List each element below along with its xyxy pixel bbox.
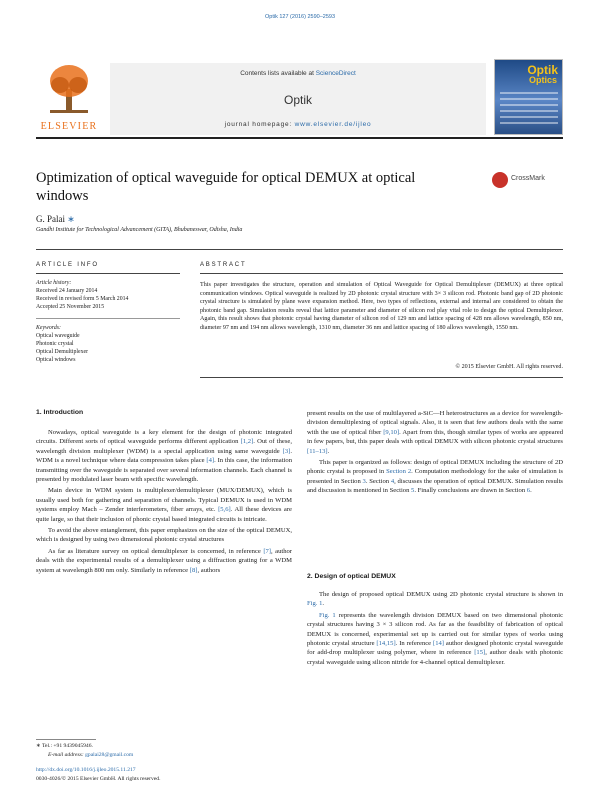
accepted-date: Accepted 25 November 2015 [36, 304, 105, 310]
abstract-divider [200, 273, 563, 274]
contents-line [110, 70, 486, 77]
text-run: , authors [197, 566, 221, 574]
introduction-heading: 1. Introduction [36, 409, 84, 416]
abstract-bottom-divider [200, 377, 563, 378]
journal-cover-image [494, 59, 563, 135]
crossmark-label: CrossMark [511, 175, 545, 182]
text-run: . In reference [395, 640, 434, 648]
section-link[interactable]: 3 [362, 477, 366, 485]
text-run: , discusses the operation of optical DEMUX. Simulation results and discussion is mentioned in Section [307, 477, 563, 495]
text-run: . [327, 447, 330, 455]
abstract-heading: ABSTRACT [200, 262, 247, 268]
journal-reference[interactable]: Optik 127 (2016) 2590–2593 [264, 14, 336, 20]
citation-link[interactable]: [3] [282, 447, 291, 455]
citation-link[interactable]: [11–13] [307, 447, 328, 455]
section-link[interactable]: 5 [411, 487, 415, 495]
info-divider [36, 273, 180, 274]
citation-link[interactable]: [14,15] [376, 640, 396, 648]
keywords-block [36, 324, 176, 364]
text-run: present results on the use of multilayered a-SiC—H heterostructures as a device for wavelength-division demultiplexing of optical signals. Also, it is seen that few authors deals with the same with the use of optical fiber [307, 410, 563, 436]
cover-title: Optik [527, 63, 558, 77]
design-heading: 2. Design of optical DEMUX [307, 573, 396, 580]
intro-paragraph-4 [36, 547, 292, 575]
text-run: The design of proposed optical DEMUX using 2D photonic crystal structure is shown in [319, 591, 563, 598]
abstract-copyright: © 2015 Elsevier GmbH. All rights reserved. [455, 364, 563, 370]
elsevier-logo [36, 63, 102, 131]
figure-link[interactable]: Fig. 1 [307, 600, 323, 608]
citation-link[interactable]: [8] [189, 566, 198, 574]
right-column-section-2 [307, 590, 563, 669]
elsevier-tree-icon [46, 63, 92, 115]
keyword-item: Optical windows [36, 357, 76, 363]
left-column [36, 428, 292, 577]
citation-link[interactable]: [9,10] [383, 428, 400, 436]
text-run: , author deals with photonic crystal waveguide using silicon nitride for 4-channel optical demultiplexer. [307, 649, 563, 666]
citation-link[interactable]: [7] [263, 547, 272, 555]
figure-link[interactable]: Fig. 1 [319, 611, 336, 619]
homepage-prefix: journal homepage: [224, 121, 295, 128]
text-run: . WDM is a novel technique where data compression takes place [36, 447, 292, 465]
abstract-text: This paper investigates the structure, operation and simulation of Optical Waveguide for Optical Demultiplexer (DEMUX) at three optical communication windows. Optical waveguide is realized by 2D photonic crystal structure with 3× 3 silicon rod. Photonic band gap of 2D photonic crystal structure is simulated by plane wave expansion method. Here, two types of reflections, external and internal are considered to obtain the photonic band gap. Simulation results reveal that lattice parameter and diameter of silicon rod play vital role to design the optical Demultiplexer. Again, this result shows that photonic crystal having diameter of silicon rod of 129 nm and lattice spacing of 428 nm allows wavelength, 850 nm, diameter 97 nm and 194 nm allows wavelength, 1310 nm, diameter 36 nm and lattice spacing of 180 allows wavelength, 1550 nm. [200, 282, 563, 331]
text-run: . Section [365, 477, 391, 485]
email-label: E-mail address: [48, 752, 86, 758]
keyword-item: Photonic crystal [36, 341, 74, 347]
text-run: , author deals with the experimental results of a demultiplexer using a diffraction grating for a WDM system at wavelength 800 nm only. Similarly in reference [36, 547, 292, 574]
history-label: Article history: [36, 280, 72, 286]
section-link[interactable]: Section 2 [386, 468, 412, 476]
text-run: Main device in WDM system is multiplexer/demultiplexer (MUX/DEMUX), which is usually used both for gathering and separation of channels. Typical DEMUX is used in WDM systems employ Mach – Zender interferometers, fiber arrays, etc. [36, 487, 292, 514]
footnote-email [48, 751, 133, 759]
keywords-label: Keywords: [36, 325, 61, 331]
citation-link[interactable]: [1,2] [240, 438, 254, 446]
cover-subtitle: Optics [528, 75, 557, 85]
text-run: As far as literature survey on optical demultiplexer is concerned, in reference [48, 547, 264, 555]
doi-text[interactable]: http://dx.doi.org/10.1016/j.ijleo.2015.11.217 [36, 767, 136, 773]
right-column [307, 409, 563, 498]
right-paragraph-1 [307, 409, 563, 456]
footnote-tel: ∗ Tel.: +91 9439045946. [36, 743, 93, 749]
email-link[interactable]: gpalai28@gmail.com [85, 752, 134, 758]
keyword-item: Optical Demultiplexer [36, 349, 88, 355]
text-run: represents the wavelength division DEMUX based on two dimensional photonic crystal structures having 3 × 3 silicon rod. As far as the feasibility of fabrication of optical DEMUX is concerned, experimental set up is carried out for similar types of works using photonic crystal structure [307, 611, 563, 648]
issn-line: 0030-4026/© 2015 Elsevier GmbH. All rights reserved. [36, 776, 161, 782]
right-paragraph-2 [307, 458, 563, 496]
crossmark-badge[interactable] [492, 172, 566, 190]
section-link[interactable]: 4 [390, 477, 395, 485]
citation-link[interactable]: [5,6] [218, 506, 231, 514]
homepage-line [110, 121, 486, 128]
text-run: . All these devices are quite large, so that their inclusion of phonic crystal based integrated circuits is intricate. [36, 506, 292, 523]
design-paragraph-1 [307, 590, 563, 609]
publisher-name: ELSEVIER [40, 121, 98, 132]
keywords-divider [36, 318, 180, 319]
sciencedirect-link[interactable]: ScienceDirect [315, 70, 356, 77]
header-divider [36, 137, 563, 139]
article-info-heading: ARTICLE INFO [36, 262, 99, 268]
citation-link[interactable]: [14] [433, 640, 445, 648]
journal-header [36, 55, 563, 133]
article-history [36, 279, 176, 311]
doi-link[interactable] [36, 766, 136, 774]
text-run: . Apart from this, though similar types of works are appeared in few papers, but, this paper deals with optical DEMUX with silicon photonic crystal structures [307, 428, 564, 446]
affiliation-divider [36, 249, 563, 250]
journal-banner [110, 63, 486, 135]
text-run: . Computation methodology for the sake of simulation is presented in Section [307, 468, 564, 485]
received-date: Received 24 January 2014 [36, 288, 98, 294]
author-footnote-mark[interactable]: ∗ [67, 214, 75, 224]
text-run: . In this case, the information transmitting over the waveguide is separated over several information channels. Each channel is presented by modulated laser beam with specific wavelength. [36, 457, 292, 484]
text-run: . [322, 600, 325, 608]
text-run: This paper is organized as follows: design of optical DEMUX including the structure of 2D phonic crystal is proposed in [307, 459, 563, 476]
text-run: . Finally conclusions are drawn in Section [414, 487, 527, 495]
crossmark-icon [492, 172, 508, 188]
author-name: G. Palai [36, 214, 65, 224]
intro-paragraph-1 [36, 428, 292, 484]
author-affiliation: Gandhi Institute for Technological Advancement (GITA), Bhubaneswar, Odisha, India [36, 227, 243, 233]
intro-paragraph-3: To avoid the above entanglement, this paper emphasizes on the size of the optical DEMUX, which is designed by using two dimensional photonic crystal structures [36, 527, 292, 544]
article-title: Optimization of optical waveguide for optical DEMUX at optical windows [36, 170, 416, 204]
text-run: author designed photonic crystal waveguide for add-drop multiplexer using polymer, where in reference [307, 640, 563, 657]
citation-link[interactable]: [15] [474, 649, 486, 657]
journal-name: Optik [283, 93, 312, 107]
revised-date: Received in revised form 5 March 2014 [36, 296, 129, 302]
homepage-link[interactable]: www.elsevier.de/ijleo [294, 121, 372, 128]
text-run: Nowadays, optical waveguide is a key element for the design of photonic integrated circuits. Different sorts of optical waveguide performs different application [36, 429, 292, 446]
intro-paragraph-2 [36, 486, 292, 524]
keyword-item: Optical waveguide [36, 333, 80, 339]
design-paragraph-2 [307, 611, 563, 667]
author-line [36, 214, 75, 225]
footnote-divider [36, 739, 96, 740]
citation-link[interactable]: [4] [206, 457, 215, 465]
cover-decoration [500, 92, 558, 128]
section-link[interactable]: 6 [526, 487, 531, 495]
text-run: . [530, 487, 532, 495]
text-run: . Out of these, wavelength division multiplexer (WDM) is a special application using same waveguide [36, 438, 292, 455]
contents-prefix: Contents lists available at [240, 70, 316, 77]
